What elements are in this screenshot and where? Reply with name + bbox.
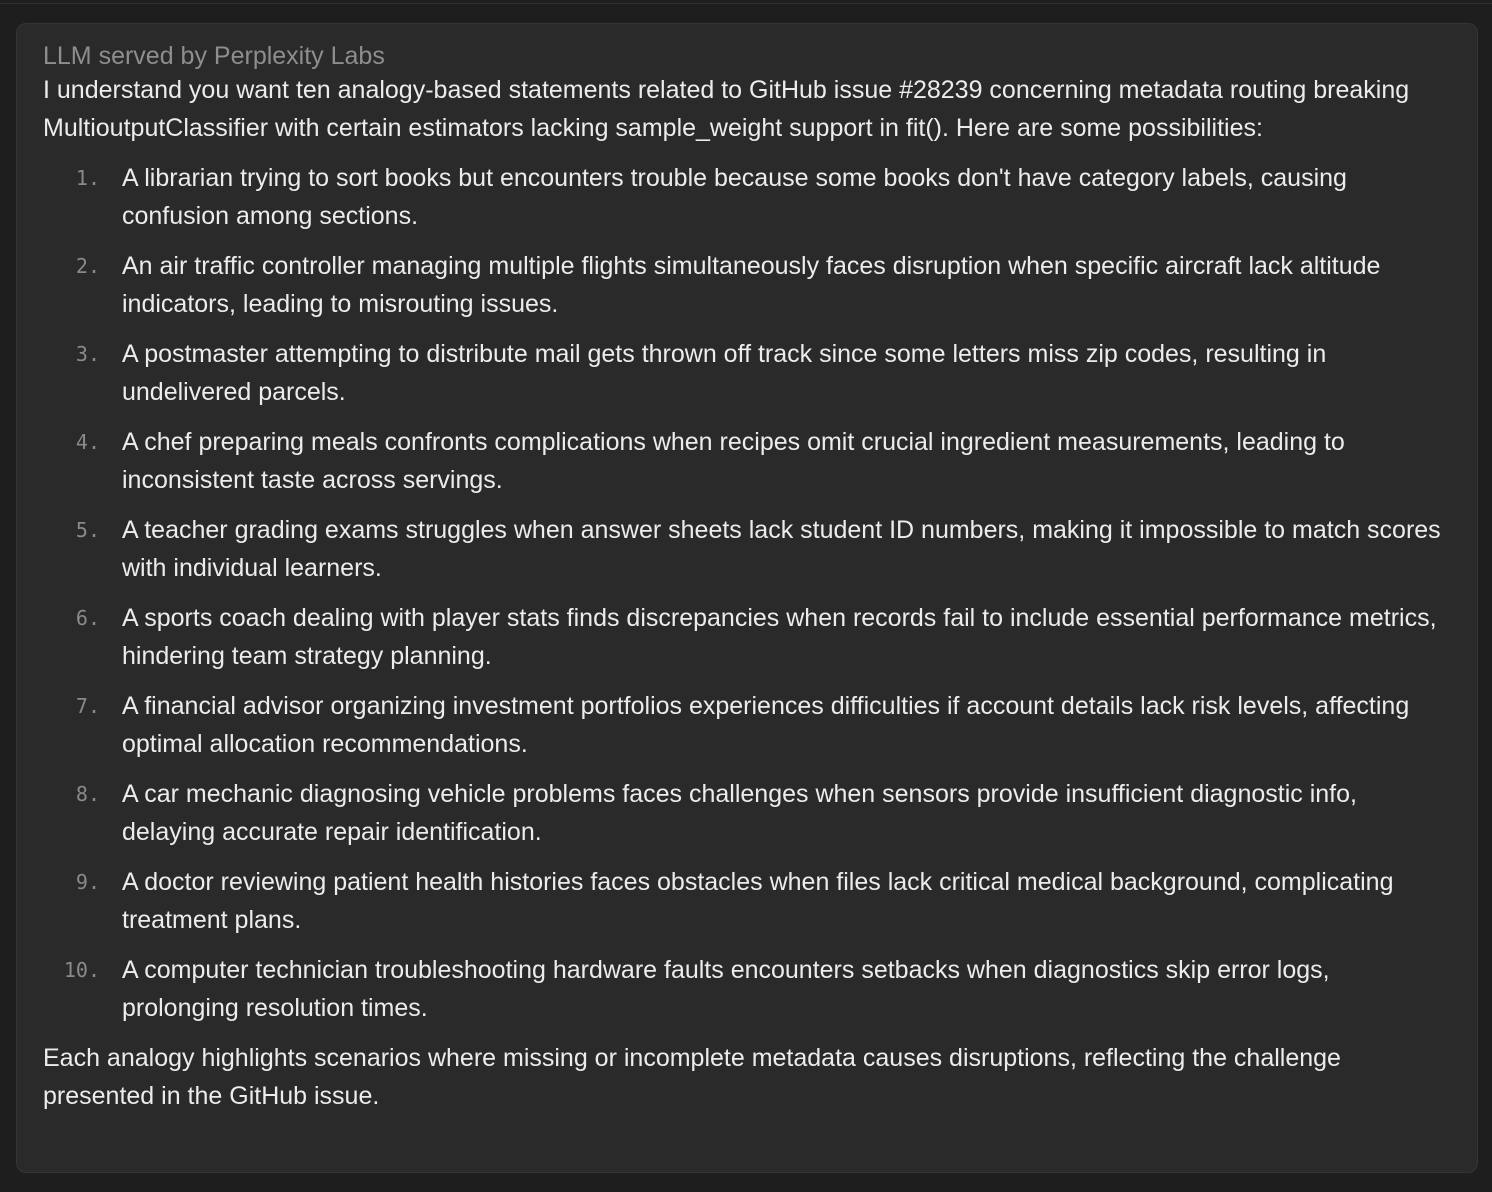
list-item-number: 3. <box>75 342 100 366</box>
list-item <box>43 159 1451 235</box>
list-item <box>43 951 1451 1027</box>
list-item-text: An air traffic controller managing multiple flights simultaneously faces disruption when specific aircraft lack altitude indicators, leading to misrouting issues. <box>122 252 1381 318</box>
list-item-text: A doctor reviewing patient health histories faces obstacles when files lack critical medical background, complicating treatment plans. <box>122 868 1394 934</box>
list-item-text: A financial advisor organizing investment portfolios experiences difficulties if account details lack risk levels, affecting optimal allocation recommendations. <box>122 692 1410 758</box>
list-item-number: 5. <box>75 518 100 542</box>
list-item-number: 8. <box>75 782 100 806</box>
list-item <box>43 599 1451 675</box>
assistant-message <box>16 23 1478 1173</box>
list-item <box>43 423 1451 499</box>
list-item-text: A car mechanic diagnosing vehicle problems faces challenges when sensors provide insufficient diagnostic info, delaying accurate repair identification. <box>122 780 1357 846</box>
list-item-text: A librarian trying to sort books but encounters trouble because some books don't have category labels, causing confusion among sections. <box>122 164 1347 230</box>
list-item <box>43 247 1451 323</box>
list-item-number: 2. <box>75 254 100 278</box>
list-item-text: A teacher grading exams struggles when answer sheets lack student ID numbers, making it impossible to match scores with individual learners. <box>122 516 1441 582</box>
list-item-number: 4. <box>75 430 100 454</box>
message-summary: Each analogy highlights scenarios where missing or incomplete metadata causes disruptions, reflecting the challenge presented in the GitHub issue. <box>43 1044 1341 1110</box>
list-item-text: A computer technician troubleshooting hardware faults encounters setbacks when diagnostics skip error logs, prolonging resolution times. <box>122 956 1330 1022</box>
list-item-text: A sports coach dealing with player stats finds discrepancies when records fail to include essential performance metrics, hindering team strategy planning. <box>122 604 1437 670</box>
model-attribution: LLM served by Perplexity Labs <box>43 42 385 70</box>
message-intro: I understand you want ten analogy-based statements related to GitHub issue #28239 concerning metadata routing breaking MultioutputClassifier with certain estimators lacking sample_weight support in fit(). Here are some possibilities: <box>43 76 1410 142</box>
list-item <box>43 863 1451 939</box>
list-item <box>43 335 1451 411</box>
list-item-number: 9. <box>75 870 100 894</box>
list-item <box>43 687 1451 763</box>
analogy-list <box>43 159 1451 1027</box>
list-item-text: A postmaster attempting to distribute mail gets thrown off track since some letters miss zip codes, resulting in undelivered parcels. <box>122 340 1327 406</box>
top-divider <box>0 3 1492 4</box>
list-item <box>43 775 1451 851</box>
list-item <box>43 511 1451 587</box>
list-item-number: 7. <box>75 694 100 718</box>
list-item-number: 10. <box>63 958 100 982</box>
list-item-number: 1. <box>75 166 100 190</box>
list-item-text: A chef preparing meals confronts complications when recipes omit crucial ingredient measurements, leading to inconsistent taste across servings. <box>122 428 1345 494</box>
list-item-number: 6. <box>75 606 100 630</box>
